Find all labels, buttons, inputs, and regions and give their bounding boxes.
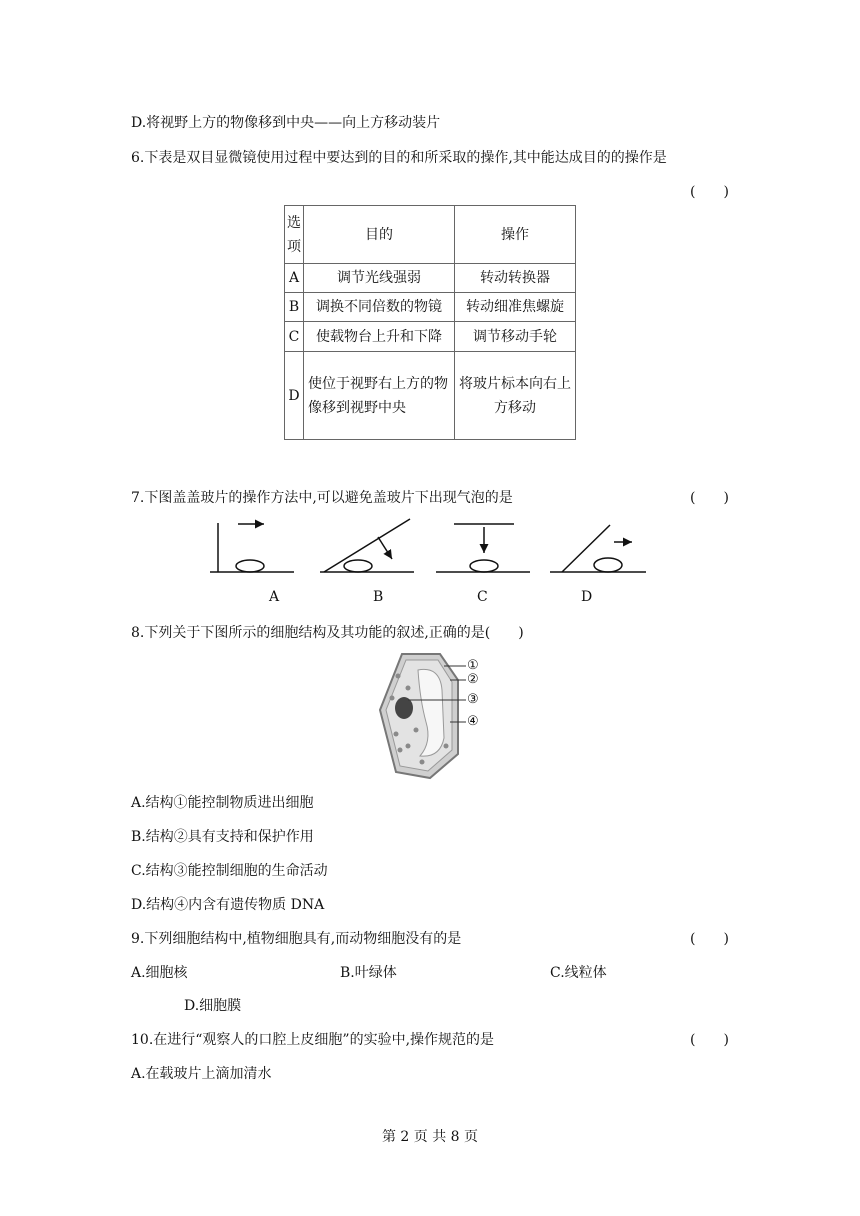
header-goal: 目的 bbox=[304, 206, 455, 264]
table-row bbox=[285, 264, 576, 293]
q8-option-d: D.结构④内含有遗传物质 DNA bbox=[131, 897, 325, 913]
method-b-drawing bbox=[320, 519, 414, 572]
q8-option-b: B.结构②具有支持和保护作用 bbox=[131, 829, 314, 845]
method-c-label: C bbox=[477, 589, 488, 605]
cell-label-3: ③ bbox=[467, 692, 479, 707]
row-goal: 使位于视野右上方的物像移到视野中央 bbox=[304, 352, 455, 440]
q10-stem: 10.在进行“观察人的口腔上皮细胞”的实验中,操作规范的是 bbox=[131, 1032, 495, 1048]
header-option: 选项 bbox=[285, 206, 304, 264]
row-option: C bbox=[285, 322, 304, 352]
method-d-label: D bbox=[581, 589, 593, 605]
cell-label-4: ④ bbox=[467, 714, 479, 729]
q10-option-a: A.在载玻片上滴加清水 bbox=[131, 1066, 272, 1082]
row-goal: 使载物台上升和下降 bbox=[304, 322, 455, 352]
header-action: 操作 bbox=[455, 206, 576, 264]
table-row bbox=[285, 322, 576, 352]
row-goal: 调节光线强弱 bbox=[304, 264, 455, 293]
q6-stem: 6.下表是双目显微镜使用过程中要达到的目的和所采取的操作,其中能达成目的的操作是 bbox=[131, 150, 667, 166]
row-action: 调节移动手轮 bbox=[455, 322, 576, 352]
q5-option-d: D.将视野上方的物像移到中央——向上方移动装片 bbox=[131, 115, 441, 131]
q8-option-a: A.结构①能控制物质进出细胞 bbox=[131, 795, 314, 811]
method-b-label: B bbox=[373, 589, 384, 605]
q9-option-c: C.线粒体 bbox=[550, 965, 607, 981]
q9-option-d: D.细胞膜 bbox=[184, 998, 242, 1014]
coverslip-methods-figure bbox=[200, 515, 660, 585]
method-a-label: A bbox=[269, 589, 280, 605]
table-row bbox=[285, 352, 576, 440]
cell-label-1: ① bbox=[467, 658, 479, 673]
row-option: D bbox=[285, 352, 304, 440]
row-goal: 调换不同倍数的物镜 bbox=[304, 293, 455, 322]
q6-answer-paren: ( ) bbox=[690, 184, 729, 200]
row-option: B bbox=[285, 293, 304, 322]
q7-answer-paren: ( ) bbox=[690, 490, 729, 506]
q7-stem: 7.下图盖盖玻片的操作方法中,可以避免盖玻片下出现气泡的是 bbox=[131, 490, 513, 506]
q9-answer-paren: ( ) bbox=[690, 931, 729, 947]
method-c-drawing bbox=[436, 524, 530, 572]
table-header-row bbox=[285, 206, 576, 264]
q9-option-b: B.叶绿体 bbox=[340, 965, 397, 981]
table-row bbox=[285, 293, 576, 322]
row-action: 将玻片标本向右上方移动 bbox=[455, 352, 576, 440]
method-a-drawing bbox=[210, 523, 294, 572]
method-d-drawing bbox=[550, 525, 646, 572]
q9-option-a: A.细胞核 bbox=[131, 965, 188, 981]
q10-answer-paren: ( ) bbox=[690, 1032, 729, 1048]
q9-stem: 9.下列细胞结构中,植物细胞具有,而动物细胞没有的是 bbox=[131, 931, 462, 947]
row-option: A bbox=[285, 264, 304, 293]
row-action: 转动细准焦螺旋 bbox=[455, 293, 576, 322]
q8-option-c: C.结构③能控制细胞的生命活动 bbox=[131, 863, 328, 879]
row-action: 转动转换器 bbox=[455, 264, 576, 293]
q6-operations-table bbox=[284, 205, 576, 440]
cell-label-2: ② bbox=[467, 672, 479, 687]
q8-stem: 8.下列关于下图所示的细胞结构及其功能的叙述,正确的是( ) bbox=[131, 625, 524, 641]
page-number-footer: 第 2 页 共 8 页 bbox=[381, 1129, 479, 1145]
